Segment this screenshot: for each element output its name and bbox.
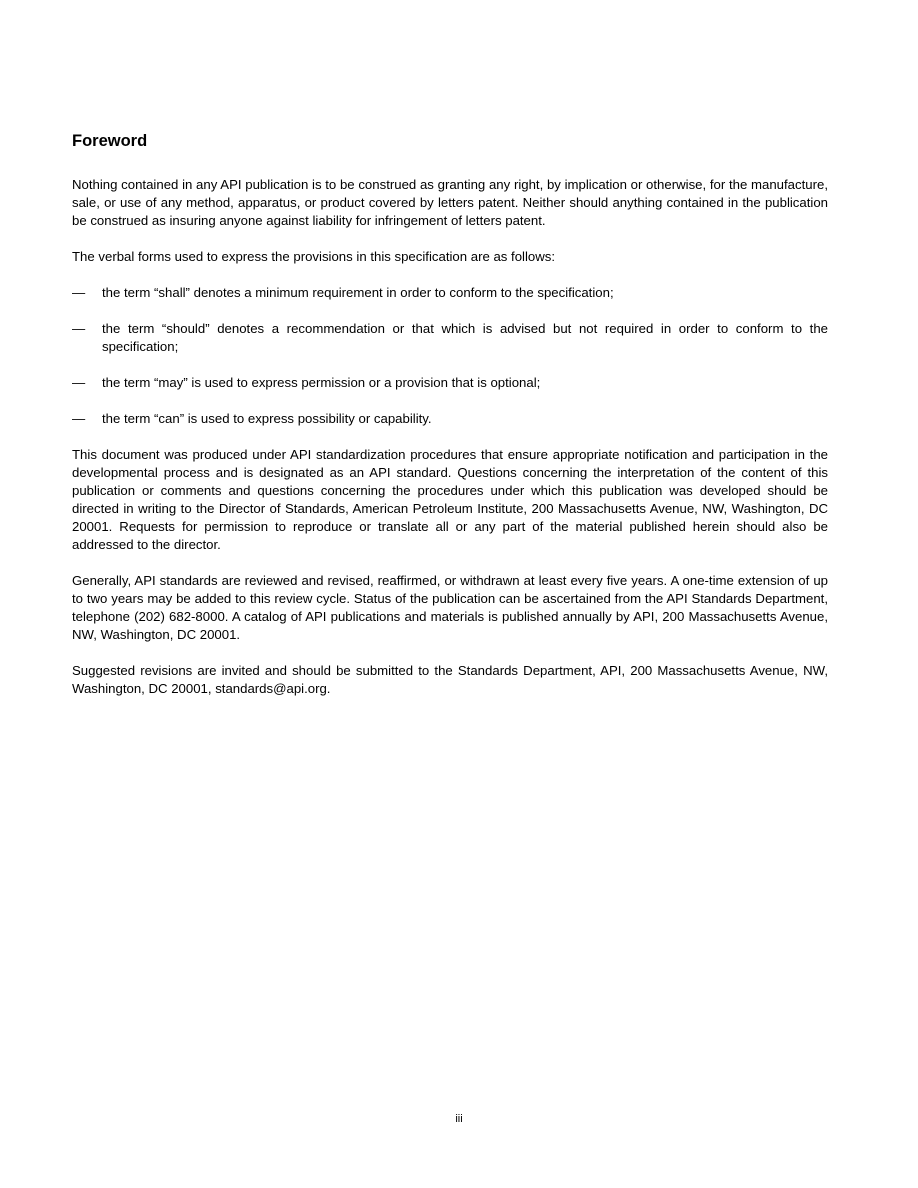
page-number: iii <box>455 1113 463 1125</box>
patent-disclaimer-paragraph: Nothing contained in any API publication is to be construed as granting any right, by implication or otherwise, for the manufacture, sale, or use of any method, apparatus, or product covered by letters patent. Neither should anything contained in the publication be construed as insuring anyone against liability for infringement of letters patent. <box>72 177 828 228</box>
list-dash: — <box>72 321 86 336</box>
list-item-text: the term “may” is used to express permission or a provision that is optional; <box>102 375 541 390</box>
list-item-text: the term “shall” denotes a minimum requirement in order to conform to the specification; <box>102 285 614 300</box>
list-item-can <box>72 410 828 428</box>
page-title: Foreword <box>72 132 148 150</box>
suggested-revisions-paragraph: Suggested revisions are invited and should be submitted to the Standards Department, API, 200 Massachusetts Avenue, NW, Washington, DC 20001, standards@api.org. <box>72 663 828 696</box>
list-dash: — <box>72 285 86 300</box>
list-dash: — <box>72 375 86 390</box>
list-item-may <box>72 374 828 392</box>
review-cycle-paragraph: Generally, API standards are reviewed and revised, reaffirmed, or withdrawn at least every five years. A one-time extension of up to two years may be added to this review cycle. Status of the publication can be ascertained from the API Standards Department, telephone (202) 682-8000. A catalog of API publications and materials is published annually by API, 200 Massachusetts Avenue, NW, Washington, DC 20001. <box>72 573 828 642</box>
list-item-text: the term “can” is used to express possibility or capability. <box>102 411 432 426</box>
list-item-shall <box>72 284 828 302</box>
procedures-paragraph: This document was produced under API standardization procedures that ensure appropriate notification and participation in the developmental process and is designated as an API standard. Questions concerning the interpretation of the content of this publication or comments and questions concerning the procedures under which this publication was developed should be directed in writing to the Director of Standards, American Petroleum Institute, 200 Massachusetts Avenue, NW, Washington, DC 20001. Requests for permission to reproduce or translate all or any part of the material published herein should also be addressed to the director. <box>72 447 828 552</box>
list-item-text: the term “should” denotes a recommendation or that which is advised but not required in order to conform to the specification; <box>102 321 828 354</box>
list-dash: — <box>72 411 86 426</box>
page-content <box>72 130 828 716</box>
verbal-forms-intro-paragraph: The verbal forms used to express the provisions in this specification are as follows: <box>72 249 556 264</box>
list-item-should <box>72 320 828 356</box>
